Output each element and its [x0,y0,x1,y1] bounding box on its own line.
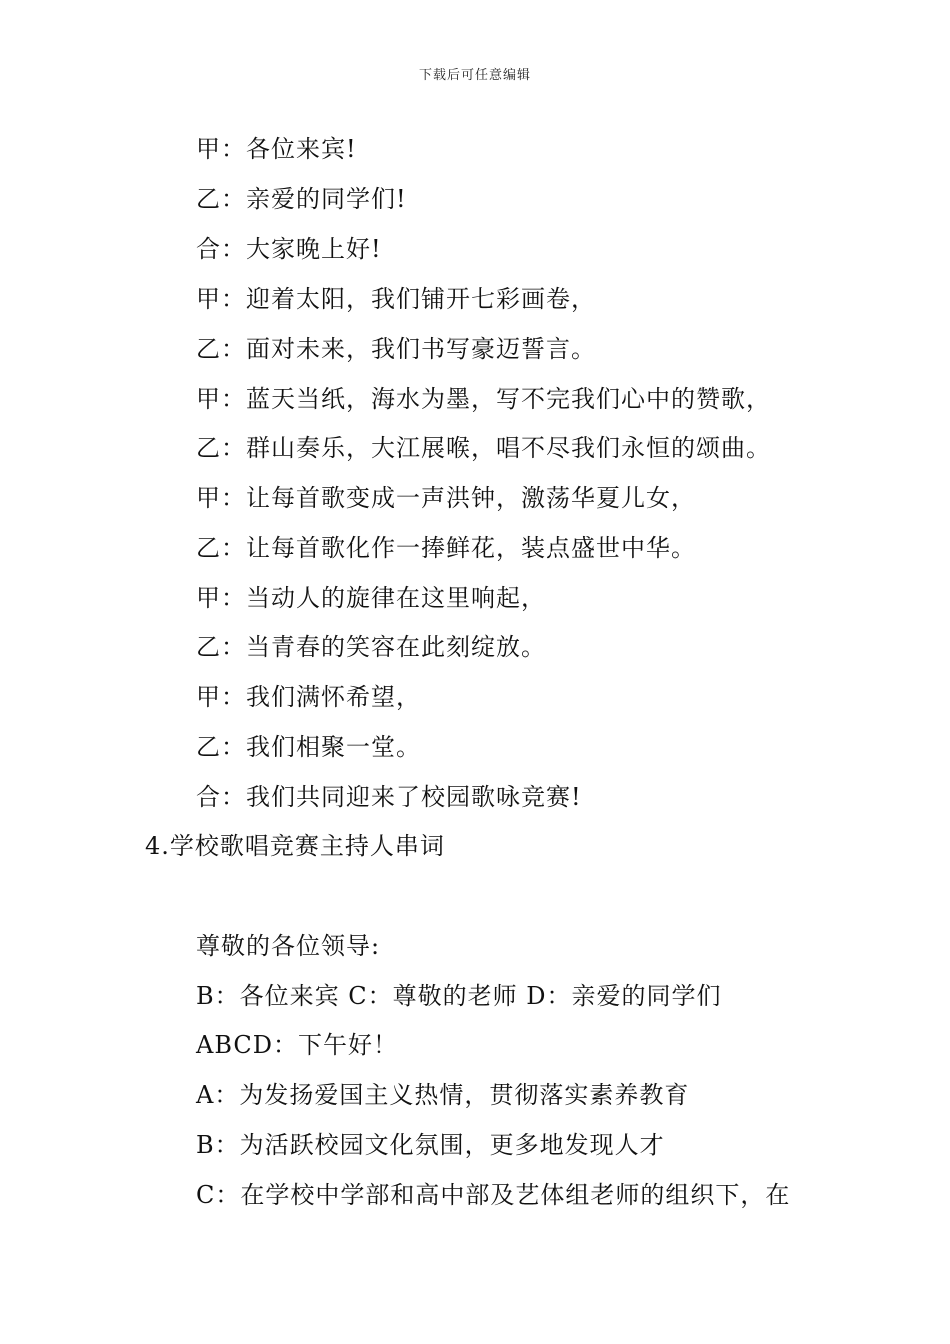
dialogue-line: 乙：我们相聚一堂。 [196,733,421,761]
dialogue-line: 合：我们共同迎来了校园歌咏竞赛! [196,783,582,811]
page-header-note: 下载后可任意编辑 [418,68,531,83]
section-title: 4.学校歌唱竞赛主持人串词 [145,832,445,860]
dialogue-line: A：为发扬爱国主义热情，贯彻落实素养教育 [196,1081,690,1109]
dialogue-line: 甲：让每首歌变成一声洪钟，激荡华夏儿女， [196,484,696,512]
dialogue-line: 合：大家晚上好! [196,235,382,263]
dialogue-line: 乙：面对未来，我们书写豪迈誓言。 [196,335,596,363]
dialogue-line: C：在学校中学部和高中部及艺体组老师的组织下，在 [196,1181,791,1209]
dialogue-line: B：各位来宾 C：尊敬的老师 D：亲爱的同学们 [196,982,722,1010]
dialogue-line: 甲：我们满怀希望， [196,683,421,711]
dialogue-line: 甲：各位来宾! [196,135,357,163]
dialogue-line: 乙：当青春的笑容在此刻绽放。 [196,633,546,661]
dialogue-line: 甲：当动人的旋律在这里响起， [196,584,546,612]
dialogue-line: 尊敬的各位领导: [196,932,381,960]
dialogue-line: B：为活跃校园文化氛围，更多地发现人才 [196,1131,665,1159]
dialogue-line: 甲：迎着太阳，我们铺开七彩画卷， [196,285,596,313]
dialogue-line: 乙：群山奏乐，大江展喉，唱不尽我们永恒的颂曲。 [196,434,771,462]
dialogue-line: 乙：让每首歌化作一捧鲜花，装点盛世中华。 [196,534,696,562]
dialogue-line: 乙：亲爱的同学们! [196,185,407,213]
dialogue-line: ABCD：下午好！ [196,1031,399,1059]
dialogue-line: 甲：蓝天当纸，海水为墨，写不完我们心中的赞歌， [196,385,771,413]
